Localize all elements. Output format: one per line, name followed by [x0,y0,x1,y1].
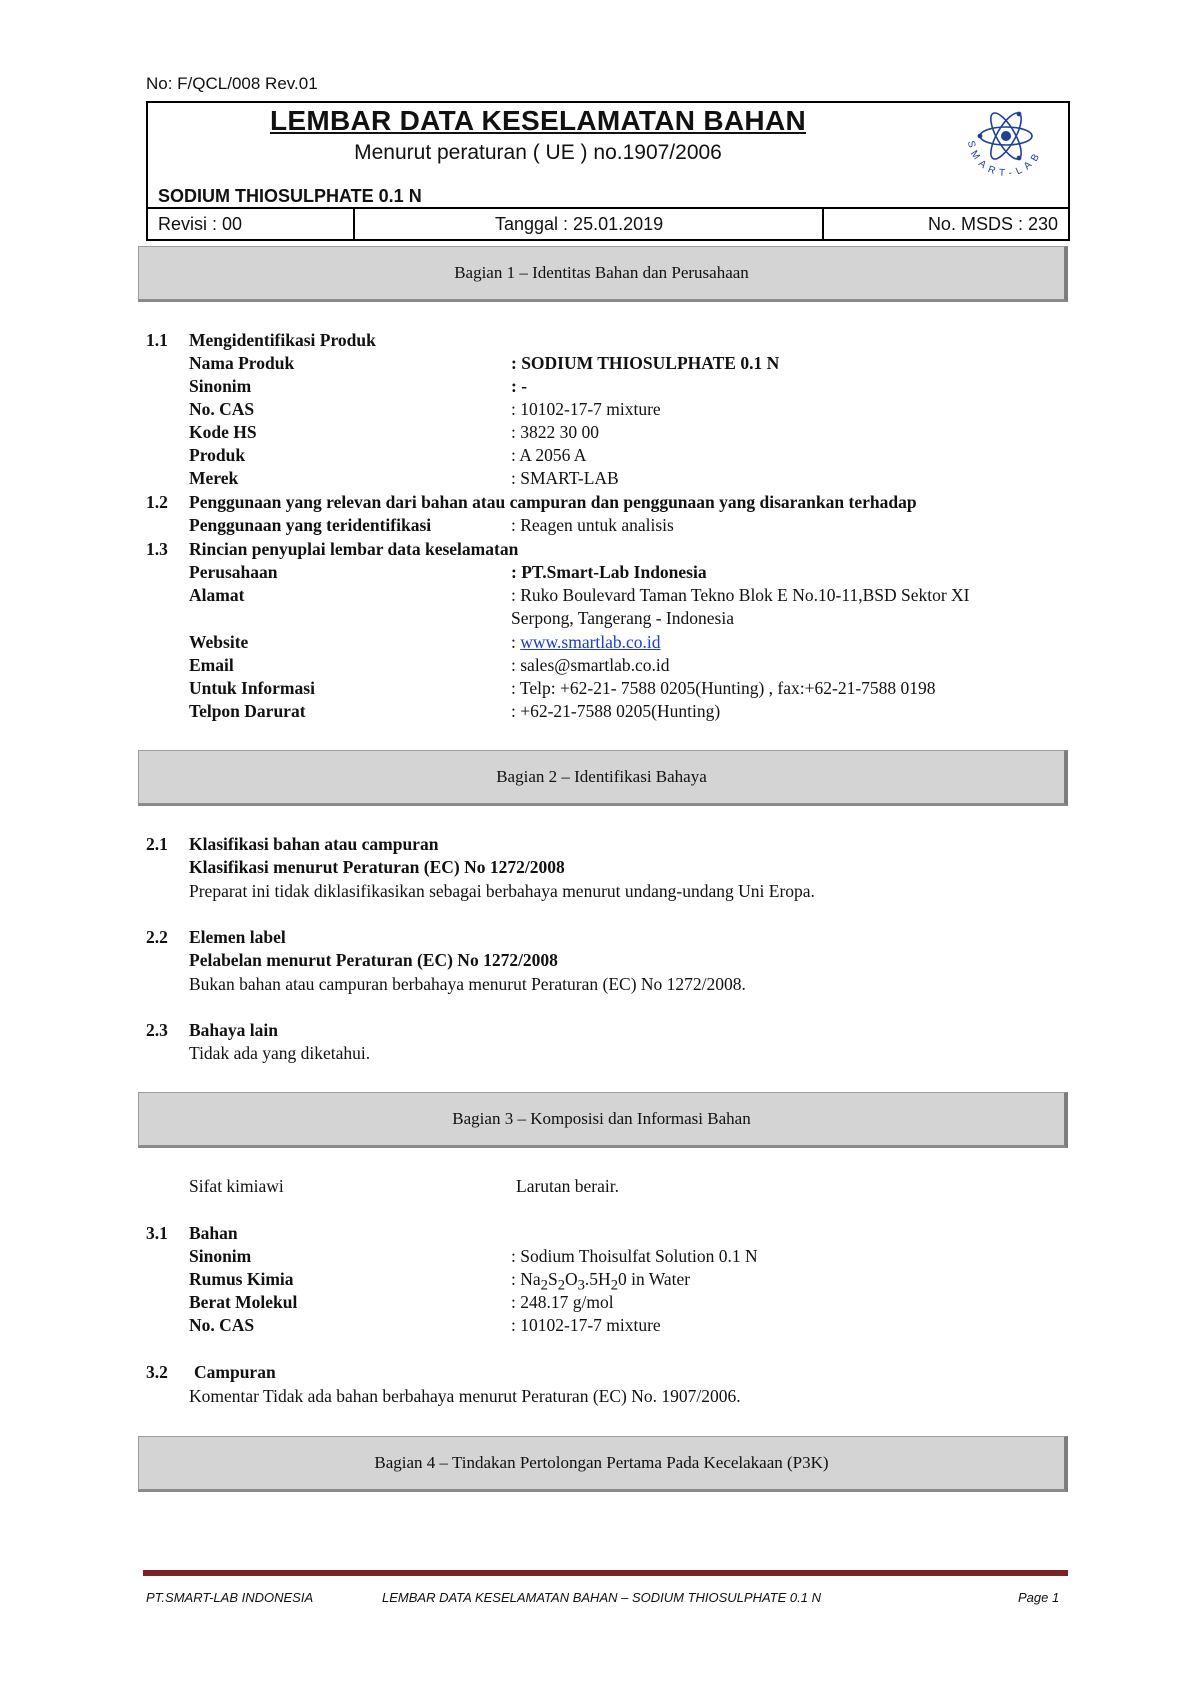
field-label: Sinonim [189,376,252,396]
revision-number: Revisi : 00 [148,209,355,239]
section-2-heading: Bagian 2 – Identifikasi Bahaya [138,750,1068,806]
field-value: : Telp: +62-21- 7588 0205(Hunting) , fax:+62-21-7588 0198 [511,678,936,698]
field-value: : SMART-LAB [511,468,619,488]
field-value: : sales@smartlab.co.id [511,655,670,675]
subsection-title: Penggunaan yang relevan dari bahan atau campuran dan penggunaan yang disarankan terhadap [189,492,917,512]
field-value: : 248.17 g/mol [511,1292,614,1312]
field-value: : +62-21-7588 0205(Hunting) [511,701,721,721]
section-number: 2.2 [146,927,168,947]
field-value: : Ruko Boulevard Taman Tekno Blok E No.10-11,BSD Sektor XI [511,585,970,605]
paragraph: Tidak ada yang diketahui. [189,1043,371,1063]
field-label: Alamat [189,585,245,605]
field-label: Berat Molekul [189,1292,298,1312]
field-label: Penggunaan yang teridentifikasi [189,515,432,535]
field-label: Produk [189,445,246,465]
paragraph: Komentar Tidak ada bahan berbahaya menurut Peraturan (EC) No. 1907/2006. [189,1386,741,1406]
subsection-title: Bahan [189,1223,238,1243]
field-label: Telpon Darurat [189,701,306,721]
field-value: : SODIUM THIOSULPHATE 0.1 N [511,353,780,373]
msds-number: No. MSDS : 230 [927,213,1058,234]
document-number: No: F/QCL/008 Rev.01 [146,74,318,93]
subsection-title: Bahaya lain [189,1020,278,1040]
subsection-title: Mengidentifikasi Produk [189,330,376,350]
footer-document-title: LEMBAR DATA KESELAMATAN BAHAN – SODIUM THIOSULPHATE 0.1 N [382,1590,821,1605]
footer-page-number: Page 1 [1018,1590,1060,1605]
section-number: 3.1 [146,1223,168,1243]
field-value: : Reagen untuk analisis [511,515,674,535]
field-value: : 3822 30 00 [511,422,599,442]
product-name-heading: SODIUM THIOSULPHATE 0.1 N [158,186,422,206]
document-header [146,101,1070,209]
field-value: : - [511,376,528,396]
field-label: Merek [189,468,239,488]
field-label: Email [189,655,234,675]
footer-divider [143,1570,1068,1576]
field-label: Rumus Kimia [189,1269,294,1289]
field-label: Untuk Informasi [189,678,315,698]
field-value: : 10102-17-7 mixture [511,1315,661,1335]
website-field [511,632,661,653]
section-number: 3.2 [146,1362,168,1382]
website-link[interactable]: www.smartlab.co.id [520,632,661,652]
subsection-title: Klasifikasi bahan atau campuran [189,834,439,854]
subsection-title: Campuran [194,1362,276,1382]
section-4-heading: Bagian 4 – Tindakan Pertolongan Pertama Pada Kecelakaan (P3K) [138,1436,1068,1492]
section-1-heading: Bagian 1 – Identitas Bahan dan Perusahaan [138,246,1068,302]
field-label: No. CAS [189,399,255,419]
field-label: Kode HS [189,422,257,442]
field-label: Perusahaan [189,562,278,582]
field-value: Larutan berair. [516,1176,620,1196]
section-number: 2.3 [146,1020,168,1040]
footer-company: PT.SMART-LAB INDONESIA [146,1590,314,1605]
field-label: No. CAS [189,1315,255,1335]
section-number: 1.2 [146,492,168,512]
paragraph: Preparat ini tidak diklasifikasikan sebagai berbahaya menurut undang-undang Uni Eropa. [189,881,815,901]
chemical-formula: : $Na_2S_2O_3.5H_20$ in Water [511,1269,691,1294]
revision-info-row [146,209,1070,241]
section-number: 1.3 [146,539,168,559]
subsection-subtitle: Pelabelan menurut Peraturan (EC) No 1272/2008 [189,950,558,970]
field-label: Nama Produk [189,353,295,373]
field-label: Website [189,632,249,652]
subsection-subtitle: Klasifikasi menurut Peraturan (EC) No 1272/2008 [189,857,565,877]
revision-date: Tanggal : 25.01.2019 [355,209,824,239]
page-title: LEMBAR DATA KESELAMATAN BAHAN [270,105,806,136]
section-3-heading: Bagian 3 – Komposisi dan Informasi Bahan [138,1092,1068,1148]
section-number: 1.1 [146,330,168,350]
subsection-title: Elemen label [189,927,286,947]
field-value: : PT.Smart-Lab Indonesia [511,562,707,582]
page-subtitle: Menurut peraturan ( UE ) no.1907/2006 [354,141,722,164]
field-value-continued: Serpong, Tangerang - Indonesia [511,608,734,628]
smart-lab-logo [958,104,1054,194]
field-value: : 10102-17-7 mixture [511,399,661,419]
section-number: 2.1 [146,834,168,854]
field-label: Sinonim [189,1246,252,1266]
field-label: Sifat kimiawi [189,1176,284,1196]
field-value: : Sodium Thoisulfat Solution 0.1 N [511,1246,758,1266]
subsection-title: Rincian penyuplai lembar data keselamatan [189,539,519,559]
logo-text: SMART-LAB [964,139,1045,180]
field-value: : A 2056 A [511,445,587,465]
field-prefix: : [511,632,521,652]
paragraph: Bukan bahan atau campuran berbahaya menurut Peraturan (EC) No 1272/2008. [189,974,746,994]
